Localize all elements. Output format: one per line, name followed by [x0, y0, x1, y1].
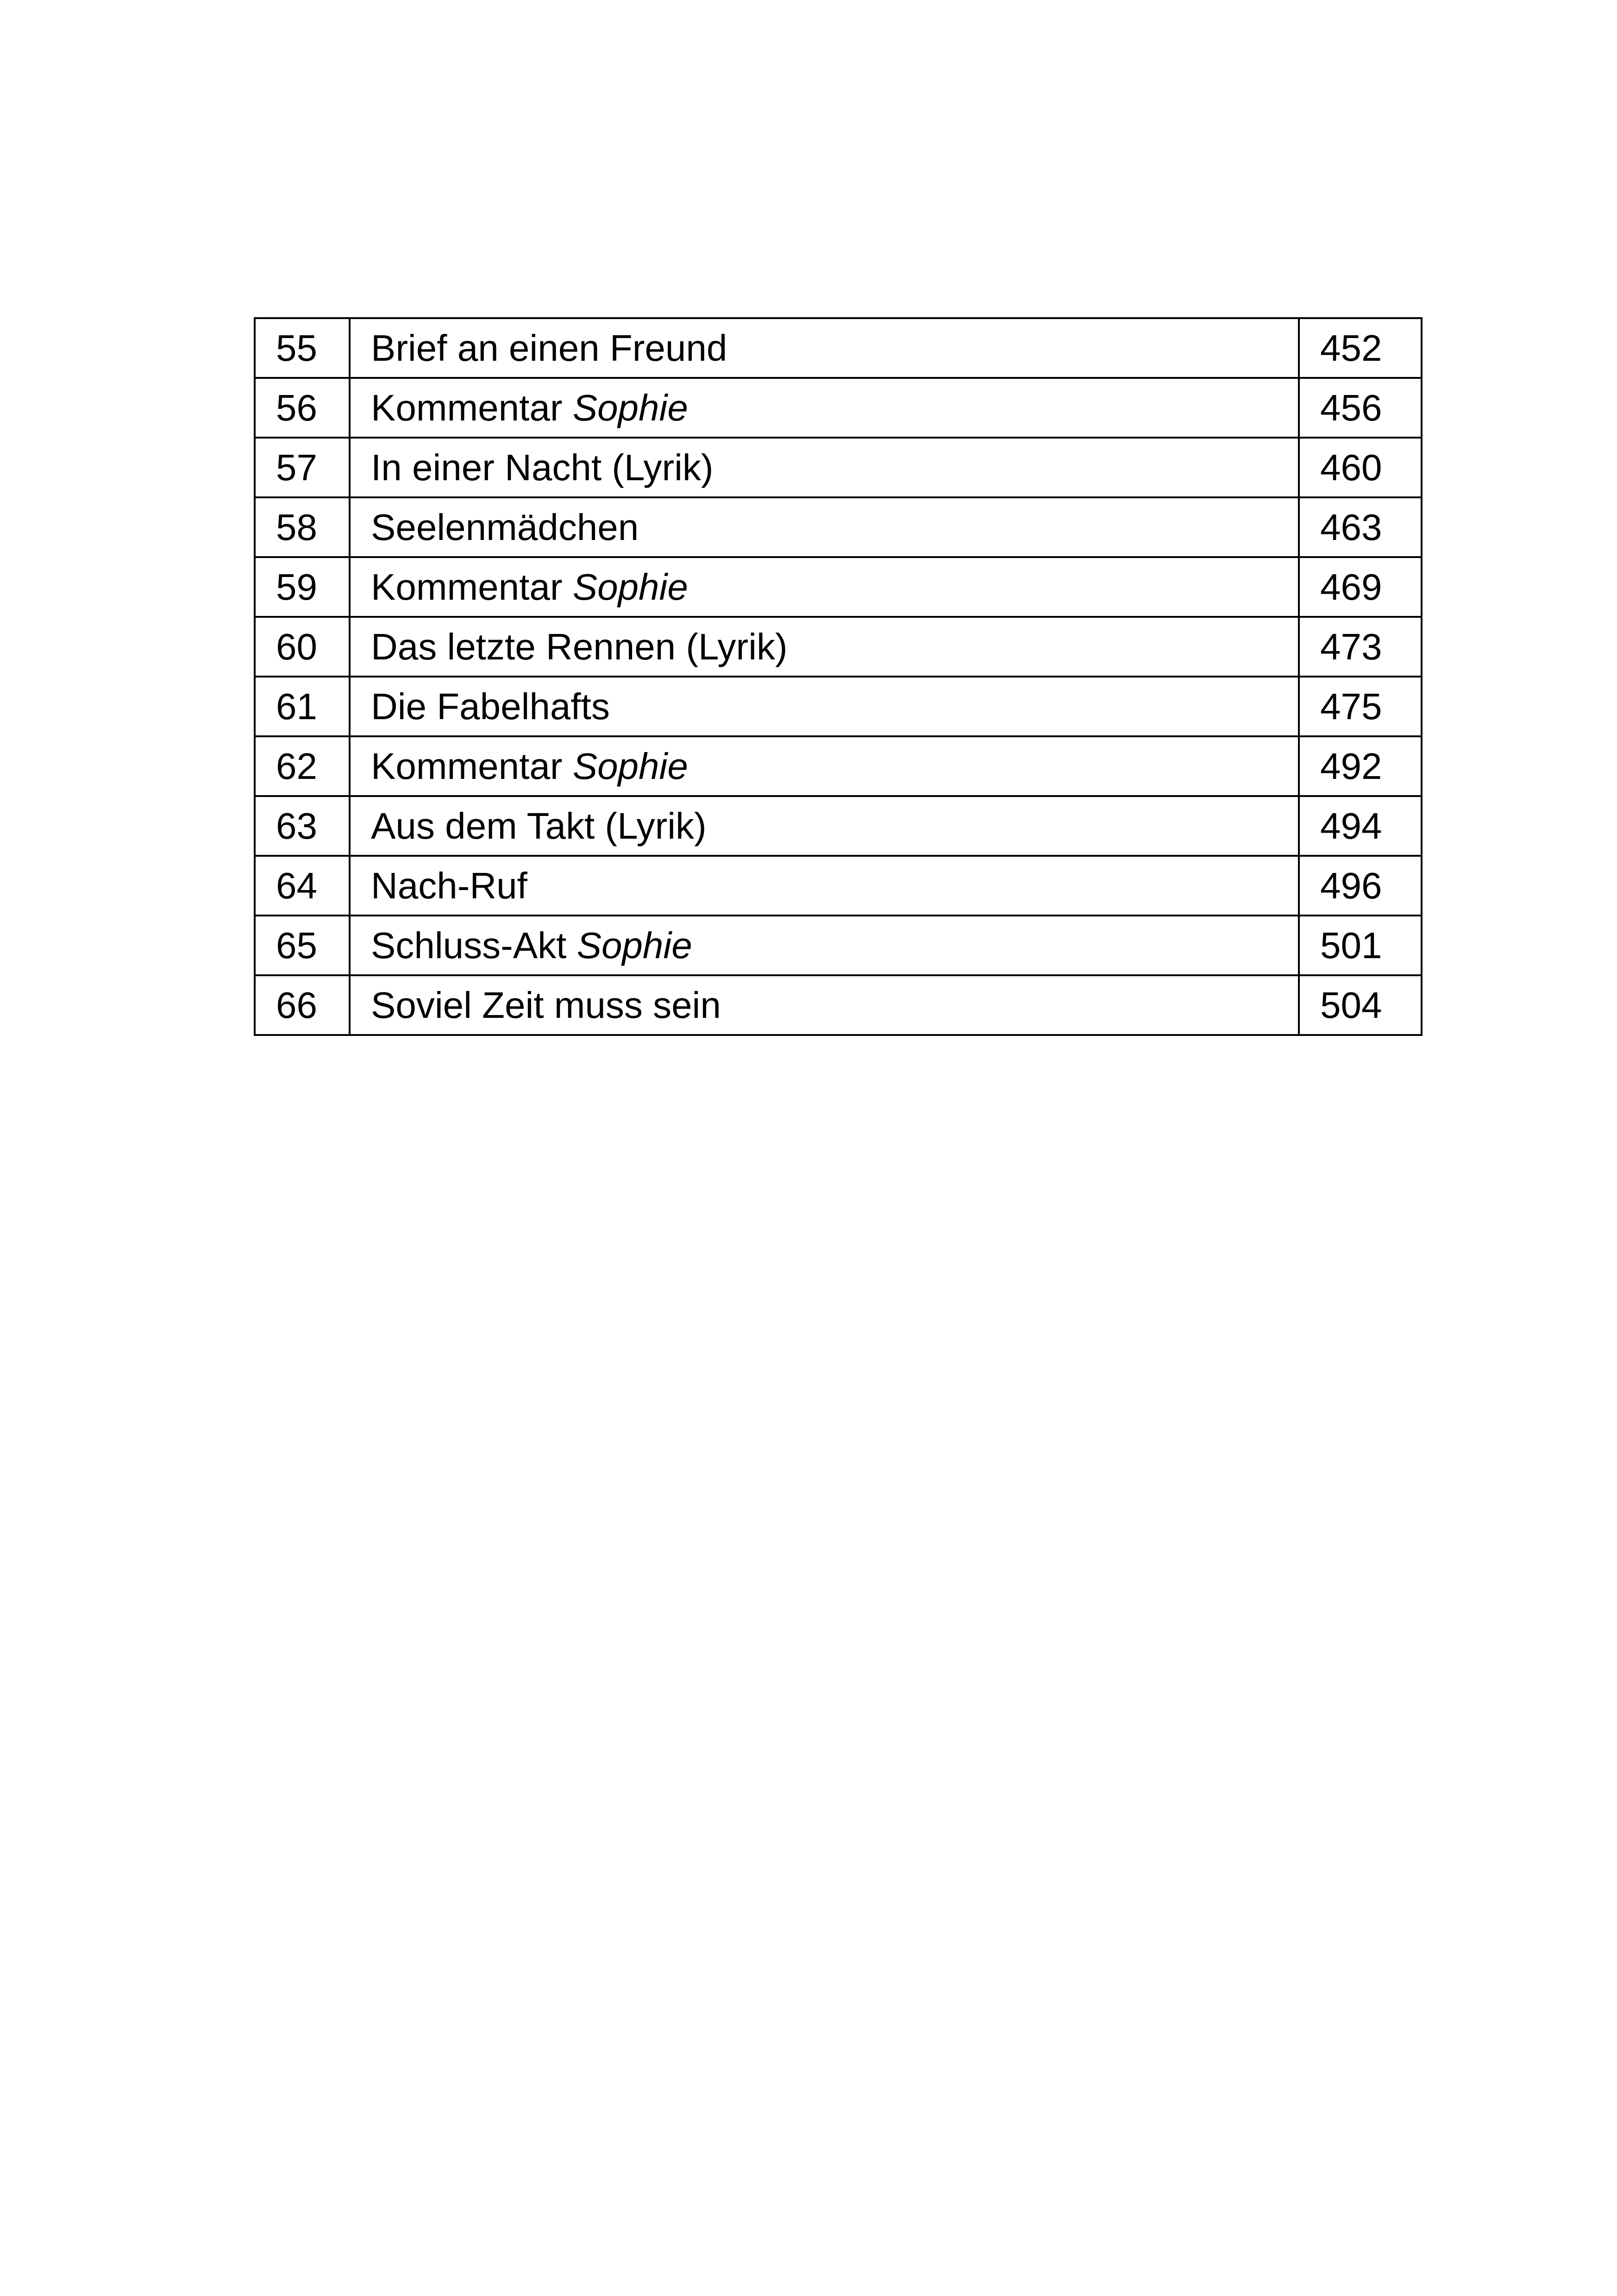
chapter-number: 66	[255, 975, 350, 1035]
chapter-title: Kommentar Sophie	[350, 378, 1299, 438]
page-number: 492	[1299, 736, 1422, 796]
table-row	[255, 557, 1422, 617]
table-row	[255, 736, 1422, 796]
page-number: 463	[1299, 497, 1422, 557]
chapter-number: 62	[255, 736, 350, 796]
chapter-number: 64	[255, 856, 350, 916]
table-row	[255, 856, 1422, 916]
page-number: 452	[1299, 318, 1422, 378]
chapter-title: Die Fabelhafts	[350, 677, 1299, 736]
page-number: 473	[1299, 617, 1422, 677]
chapter-title: Das letzte Rennen (Lyrik)	[350, 617, 1299, 677]
chapter-number: 57	[255, 438, 350, 497]
chapter-title: Brief an einen Freund	[350, 318, 1299, 378]
chapter-number: 61	[255, 677, 350, 736]
table-row	[255, 677, 1422, 736]
chapter-title: Soviel Zeit muss sein	[350, 975, 1299, 1035]
chapter-title: Kommentar Sophie	[350, 736, 1299, 796]
page-number: 460	[1299, 438, 1422, 497]
chapter-number: 63	[255, 796, 350, 856]
table-row	[255, 916, 1422, 975]
table-row	[255, 438, 1422, 497]
page-number: 475	[1299, 677, 1422, 736]
chapter-title: Schluss-Akt Sophie	[350, 916, 1299, 975]
chapter-number: 65	[255, 916, 350, 975]
page-number: 456	[1299, 378, 1422, 438]
table-row	[255, 318, 1422, 378]
chapter-number: 60	[255, 617, 350, 677]
table-row	[255, 617, 1422, 677]
page-number: 469	[1299, 557, 1422, 617]
chapter-title: Nach-Ruf	[350, 856, 1299, 916]
page-number: 496	[1299, 856, 1422, 916]
table-of-contents	[254, 317, 1423, 1036]
chapter-number: 59	[255, 557, 350, 617]
table-row	[255, 796, 1422, 856]
table-row	[255, 378, 1422, 438]
chapter-number: 55	[255, 318, 350, 378]
chapter-number: 58	[255, 497, 350, 557]
page-number: 494	[1299, 796, 1422, 856]
chapter-title: Kommentar Sophie	[350, 557, 1299, 617]
chapter-title: Seelenmädchen	[350, 497, 1299, 557]
page-number: 504	[1299, 975, 1422, 1035]
page-number: 501	[1299, 916, 1422, 975]
table-row	[255, 497, 1422, 557]
chapter-title: Aus dem Takt (Lyrik)	[350, 796, 1299, 856]
chapter-number: 56	[255, 378, 350, 438]
table-row	[255, 975, 1422, 1035]
chapter-title: In einer Nacht (Lyrik)	[350, 438, 1299, 497]
